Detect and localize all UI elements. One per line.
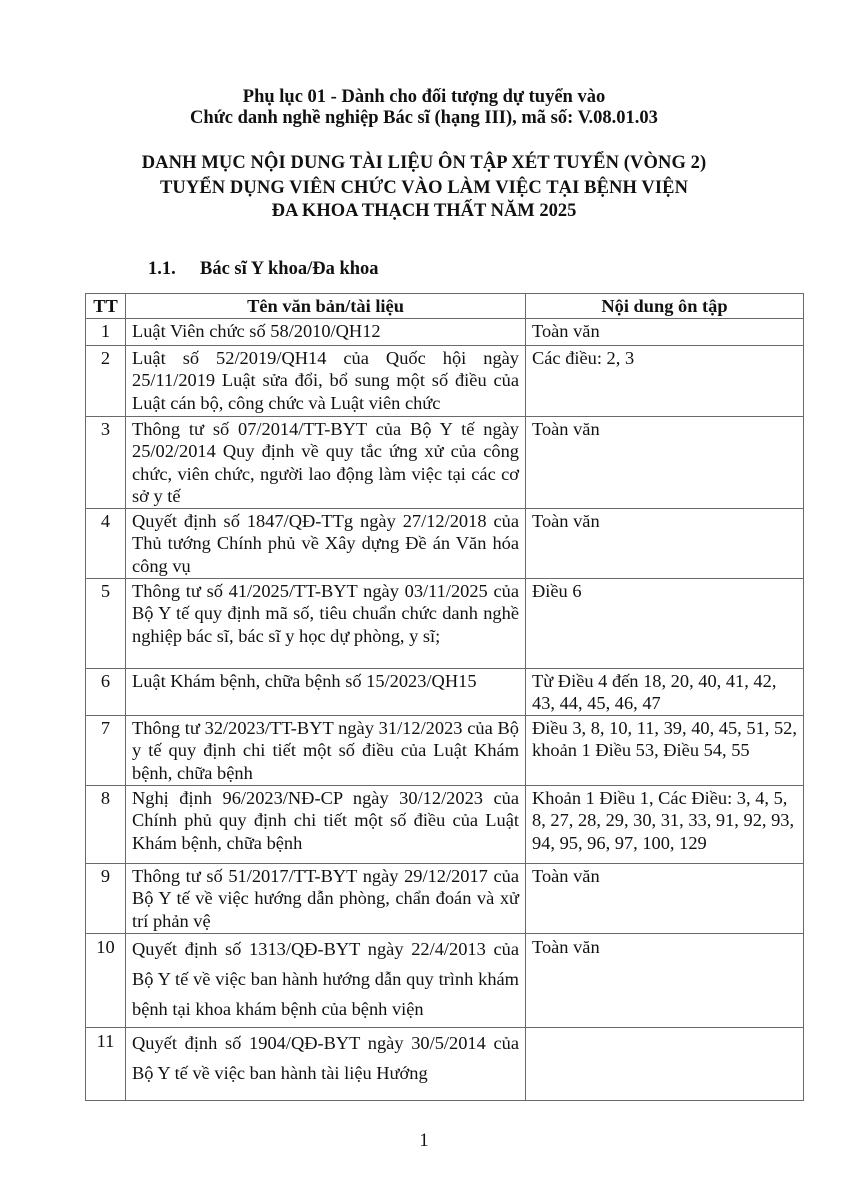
row-number: 5 (86, 578, 126, 668)
document-name: Luật số 52/2019/QH14 của Quốc hội ngày 25/11/2019 Luật sửa đổi, bổ sung một số điều của Luật cán bộ, công chức và Luật viên chức (126, 345, 526, 416)
row-number: 8 (86, 785, 126, 863)
document-name: Thông tư số 51/2017/TT-BYT ngày 29/12/2017 của Bộ Y tế về việc hướng dẫn phòng, chẩn đoán và xử trí phản vệ (126, 863, 526, 933)
table-header-row (86, 294, 804, 319)
row-number: 1 (86, 318, 126, 345)
review-content: Toàn văn (526, 318, 804, 345)
document-name: Thông tư 32/2023/TT-BYT ngày 31/12/2023 của Bộ y tế quy định chi tiết một số điều của Luật Khám bệnh, chữa bệnh (126, 715, 526, 785)
document-name: Quyết định số 1904/QĐ-BYT ngày 30/5/2014 của Bộ Y tế về việc ban hành tài liệu Hướng (126, 1027, 526, 1100)
review-content: Điều 6 (526, 578, 804, 668)
row-number: 11 (86, 1027, 126, 1100)
row-number: 10 (86, 933, 126, 1027)
section-heading (148, 259, 379, 280)
row-number: 4 (86, 508, 126, 578)
table-row (86, 318, 804, 345)
document-title (0, 151, 848, 201)
review-content: Từ Điều 4 đến 18, 20, 40, 41, 42, 43, 44, 45, 46, 47 (526, 668, 804, 715)
column-header-content: Nội dung ôn tập (526, 294, 804, 319)
document-name: Quyết định số 1847/QĐ-TTg ngày 27/12/2018 của Thủ tướng Chính phủ về Xây dựng Đề án Văn hóa công vụ (126, 508, 526, 578)
document-table (85, 293, 804, 1101)
appendix-line-2: Chức danh nghề nghiệp Bác sĩ (hạng III), mã số: V.08.01.03 (190, 108, 658, 128)
document-name: Thông tư số 41/2025/TT-BYT ngày 03/11/2025 của Bộ Y tế quy định mã số, tiêu chuẩn chức danh nghề nghiệp bác sĩ, bác sĩ y học dự phòng, y sĩ; (126, 578, 526, 668)
table-row (86, 785, 804, 863)
table-row (86, 668, 804, 715)
section-title: Bác sĩ Y khoa/Đa khoa (200, 259, 379, 279)
document-name: Luật Viên chức số 58/2010/QH12 (126, 318, 526, 345)
appendix-heading (0, 87, 848, 129)
appendix-line-1: Phụ lục 01 - Dành cho đối tượng dự tuyển vào (242, 87, 606, 107)
review-content (526, 1027, 804, 1100)
row-number: 6 (86, 668, 126, 715)
title-line-3: ĐA KHOA THẠCH THẤT NĂM 2025 (271, 201, 577, 221)
table-row (86, 863, 804, 933)
review-content: Toàn văn (526, 416, 804, 508)
document-name: Thông tư số 07/2014/TT-BYT của Bộ Y tế ngày 25/02/2014 Quy định về quy tắc ứng xử của công chức, viên chức, người lao động làm việc tại các cơ sở y tế (126, 416, 526, 508)
page-number: 1 (419, 1131, 429, 1151)
table-row (86, 416, 804, 508)
table-row (86, 933, 804, 1027)
row-number: 3 (86, 416, 126, 508)
table-row (86, 1027, 804, 1100)
document-name: Nghị định 96/2023/NĐ-CP ngày 30/12/2023 của Chính phủ quy định chi tiết một số điều của Luật Khám bệnh, chữa bệnh (126, 785, 526, 863)
title-line-2: TUYỂN DỤNG VIÊN CHỨC VÀO LÀM VIỆC TẠI BỆNH VIỆN (159, 178, 689, 198)
row-number: 9 (86, 863, 126, 933)
section-number: 1.1. (148, 259, 176, 279)
table-row (86, 715, 804, 785)
review-content: Các điều: 2, 3 (526, 345, 804, 416)
row-number: 2 (86, 345, 126, 416)
review-content: Toàn văn (526, 863, 804, 933)
table-row (86, 345, 804, 416)
row-number: 7 (86, 715, 126, 785)
title-line-1: DANH MỤC NỘI DUNG TÀI LIỆU ÔN TẬP XÉT TUYỂN (VÒNG 2) (141, 153, 707, 173)
column-header-tt: TT (86, 294, 126, 319)
document-name: Luật Khám bệnh, chữa bệnh số 15/2023/QH15 (126, 668, 526, 715)
document-name: Quyết định số 1313/QĐ-BYT ngày 22/4/2013 của Bộ Y tế về việc ban hành hướng dẫn quy trình khám bệnh tại khoa khám bệnh của bệnh viện (126, 933, 526, 1027)
review-content: Toàn văn (526, 508, 804, 578)
table-row (86, 578, 804, 668)
table-row (86, 508, 804, 578)
review-content: Khoản 1 Điều 1, Các Điều: 3, 4, 5, 8, 27, 28, 29, 30, 31, 33, 91, 92, 93, 94, 95, 96, 97, 100, 129 (526, 785, 804, 863)
column-header-name: Tên văn bản/tài liệu (126, 294, 526, 319)
review-content: Toàn văn (526, 933, 804, 1027)
review-content: Điều 3, 8, 10, 11, 39, 40, 45, 51, 52, khoản 1 Điều 53, Điều 54, 55 (526, 715, 804, 785)
